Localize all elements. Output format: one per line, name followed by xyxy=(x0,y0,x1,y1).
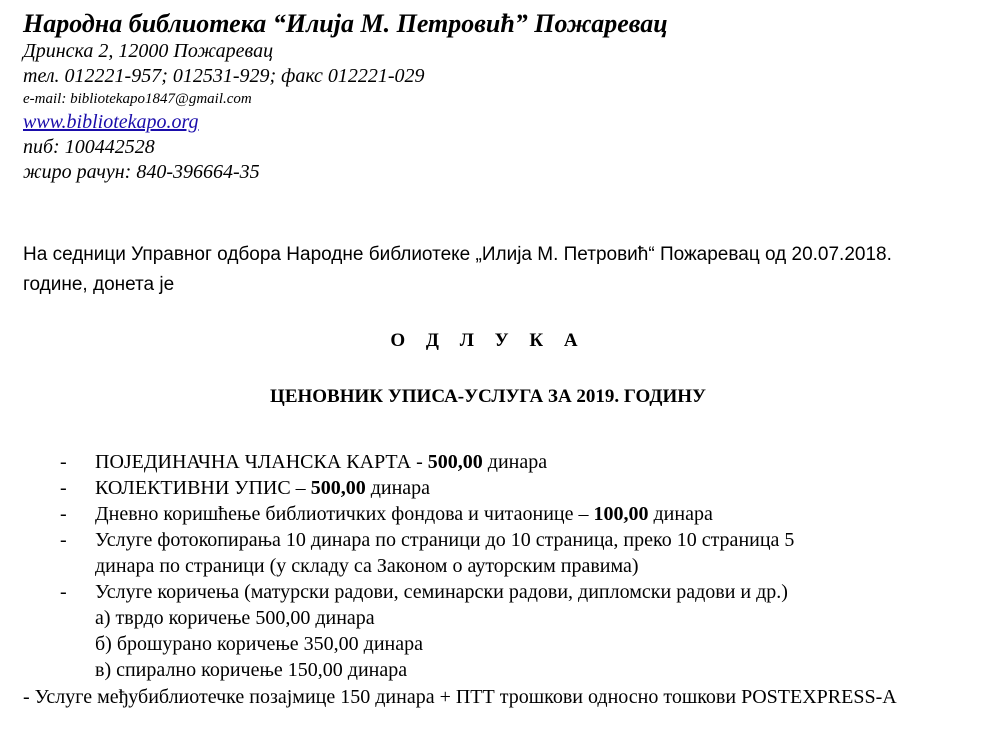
intro-paragraph: На седници Управног одбора Народне библиотеке „Илија М. Петровић“ Пожаревац од 20.07.2018. године, донета је xyxy=(23,244,892,295)
document-page xyxy=(23,0,983,708)
library-phone: тел. 012221-957; 012531-929; факс 012221-029 xyxy=(23,65,425,87)
list-item xyxy=(23,449,963,475)
item-unit: динара xyxy=(365,477,431,499)
list-item xyxy=(23,527,963,579)
list-dash: - xyxy=(60,477,67,499)
item-price: 100,00 xyxy=(593,503,649,525)
price-list-heading: ЦЕНОВНИК УПИСА-УСЛУГА ЗА 2019. ГОДИНУ xyxy=(270,386,706,407)
item-price: 500,00 xyxy=(427,451,483,473)
list-item xyxy=(23,475,963,501)
list-dash: - xyxy=(60,529,67,551)
interlibrary-loan-note: - Услуге међубиблиотечке позајмице 150 динара + ПТТ трошкови односно тошкови POSTEXPRESS-А xyxy=(23,686,897,708)
item-label: Дневно коришћење библиотичких фондова и читаонице – xyxy=(95,503,594,525)
library-address: Дринска 2, 12000 Пожаревац xyxy=(23,40,274,62)
item-label: Услуге коричења (матурски радови, семинарски радови, дипломски радови и др.) xyxy=(95,581,788,603)
list-item xyxy=(23,501,963,527)
library-website-line xyxy=(23,110,983,135)
price-list xyxy=(23,449,963,683)
item-label: КОЛЕКТИВНИ УПИС – xyxy=(95,477,311,499)
list-dash: - xyxy=(60,503,67,525)
list-item xyxy=(23,579,963,605)
item-unit: динара xyxy=(648,503,713,525)
item-label: ПОЈЕДИНАЧНА ЧЛАНСКА КАРТА - xyxy=(95,451,428,473)
library-account: жиро рачун: 840-396664-35 xyxy=(23,161,260,183)
sub-item: а) тврдо коричење 500,00 динара xyxy=(95,607,375,629)
library-name: Народна библиотека “Илија М. Петровић” Пожаревац xyxy=(23,9,668,38)
library-website-link[interactable]: www.bibliotekapo.org xyxy=(23,111,199,133)
decision-heading: О Д Л У К А xyxy=(390,330,586,351)
item-unit: динара xyxy=(482,451,548,473)
library-pib: пиб: 100442528 xyxy=(23,136,155,158)
list-dash: - xyxy=(60,581,67,603)
item-label: Услуге фотокопирања 10 динара по страници до 10 страница, преко 10 страница 5 xyxy=(95,529,795,551)
item-label-continued: динара по страници (у складу са Законом о ауторским правима) xyxy=(95,555,639,577)
list-dash: - xyxy=(60,451,67,473)
sub-item: б) брошурано коричење 350,00 динара xyxy=(95,633,424,655)
sub-item: в) спирално коричење 150,00 динара xyxy=(95,659,408,681)
letterhead xyxy=(23,9,983,185)
library-email: e-mail: bibliotekapo1847@gmail.com xyxy=(23,91,252,107)
item-price: 500,00 xyxy=(310,477,366,499)
